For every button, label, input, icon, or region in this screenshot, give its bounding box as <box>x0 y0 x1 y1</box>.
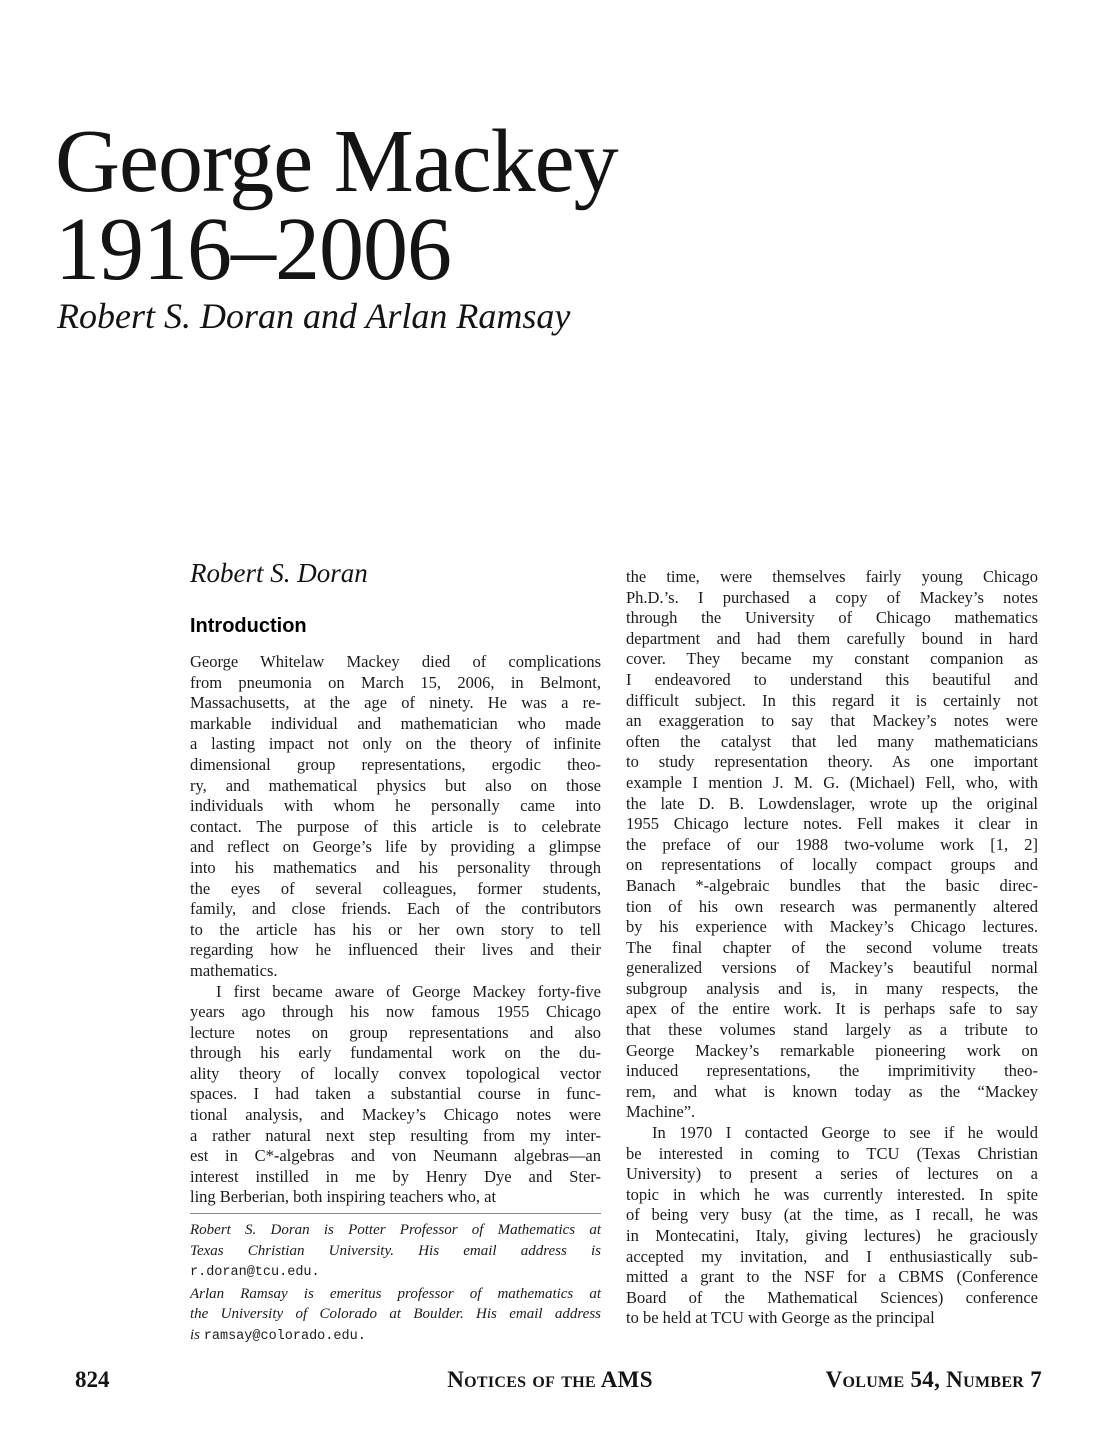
text-line: be interested in coming to TCU (Texas Christian <box>626 1143 1038 1163</box>
text-line: that these volumes stand largely as a tribute to <box>626 1020 1038 1040</box>
text-line: through his early fundamental work on the du- <box>190 1043 601 1063</box>
text-line: in Montecatini, Italy, giving lectures) he graciously <box>626 1226 1038 1245</box>
author-footnote <box>190 1213 601 1347</box>
text-line: cover. They became my constant companion as <box>626 649 1038 669</box>
left-column-text <box>190 652 601 1208</box>
paragraph <box>190 982 601 1209</box>
email-address: r.doran@tcu.edu. <box>190 1265 320 1281</box>
volume-number: Volume 54, Number 7 <box>825 1367 1042 1392</box>
text-line: mitted a grant to the NSF for a CBMS (Conference <box>626 1267 1038 1287</box>
text-line: individuals with whom he personally came into <box>190 796 601 816</box>
footnote-line <box>190 1325 601 1348</box>
text-line: Massachusetts, at the age of ninety. He was a re- <box>190 693 601 713</box>
text-line: In 1970 I contacted George to see if he would <box>652 1123 1038 1143</box>
text-line: I first became aware of George Mackey forty-five <box>216 981 601 1001</box>
right-column-text <box>626 567 1038 1329</box>
text-line: lecture notes on group representations and also <box>190 1022 601 1042</box>
text-line: to be held at TCU with George as the principal <box>626 1308 935 1328</box>
text-line: on representations of locally compact groups and <box>626 855 1038 875</box>
text-line: induced representations, the imprimitivity theo- <box>626 1061 1038 1081</box>
text-line: difficult subject. In this regard it is certainly not <box>626 690 1038 710</box>
footnote-line <box>190 1241 601 1262</box>
footnote-line <box>190 1284 601 1305</box>
article-title <box>55 112 618 299</box>
text-line: spaces. I had taken a substantial course in func- <box>190 1084 601 1104</box>
footnote-segment: is <box>190 1326 204 1343</box>
text-line: family, and close friends. Each of the contributors <box>190 899 601 919</box>
text-line: interest instilled in me by Henry Dye and Ster- <box>190 1166 601 1186</box>
footnote-divider <box>190 1213 601 1214</box>
text-line: years ago through his now famous 1955 Chicago <box>190 1002 601 1022</box>
text-line: the late D. B. Lowdenslager, wrote up the original <box>626 793 1038 813</box>
text-line: est in C*-algebras and von Neumann algebras—an <box>190 1146 601 1166</box>
text-line: regarding how he influenced their lives and their <box>190 940 601 960</box>
text-line: accepted my invitation, and I enthusiastically sub- <box>626 1246 1038 1266</box>
article-title-line-1: George Mackey <box>55 112 618 211</box>
author-section-heading: Robert S. Doran <box>190 558 368 588</box>
text-line: George Whitelaw Mackey died of complications <box>190 652 601 671</box>
text-line: Banach *-algebraic bundles that the basic direc- <box>626 875 1038 895</box>
email-address: ramsay@colorado.edu. <box>203 1328 366 1344</box>
footnote-segment: the University of Colorado at Boulder. His email address <box>190 1306 601 1323</box>
text-line: Ph.D.’s. I purchased a copy of Mackey’s notes <box>626 587 1038 607</box>
text-line: ling Berberian, both inspiring teachers who, at <box>190 1187 497 1207</box>
footnote-segment: Texas Christian University. His email address is <box>190 1242 601 1259</box>
text-line: tion of his own research was permanently altered <box>626 896 1038 916</box>
text-line: an exaggeration to say that Mackey’s notes were <box>626 711 1038 731</box>
text-line: a rather natural next step resulting from my inter- <box>190 1125 601 1145</box>
paragraph <box>626 1123 1038 1329</box>
left-column <box>190 556 601 1347</box>
text-line: generalized versions of Mackey’s beautiful normal <box>626 958 1038 978</box>
footnote-line <box>190 1304 601 1325</box>
text-line: University) to present a series of lectures on a <box>626 1164 1038 1184</box>
footnote-segment: Robert S. Doran is Potter Professor of Mathematics at <box>190 1222 601 1239</box>
text-line: Board of the Mathematical Sciences) conference <box>626 1287 1038 1307</box>
introduction-heading: Introduction <box>190 615 307 637</box>
text-line: Machine”. <box>626 1102 696 1122</box>
paragraph <box>190 652 601 982</box>
text-line: The final chapter of the second volume treats <box>626 937 1038 957</box>
footnote-line <box>190 1261 601 1284</box>
text-line: department and had them carefully bound in hard <box>626 628 1038 648</box>
text-line: topic in which he was currently interested. In spite <box>626 1184 1038 1204</box>
text-line: tional analysis, and Mackey’s Chicago notes were <box>190 1105 601 1125</box>
footnote-text <box>190 1220 601 1347</box>
text-line: contact. The purpose of this article is to celebrate <box>190 816 601 836</box>
text-line: from pneumonia on March 15, 2006, in Belmont, <box>190 672 601 692</box>
text-line: to study representation theory. As one important <box>626 752 1038 772</box>
text-line: I endeavored to understand this beautiful and <box>626 669 1038 689</box>
text-line: the preface of our 1988 two-volume work [1, 2] <box>626 834 1038 854</box>
paragraph <box>626 567 1038 1123</box>
text-line: into his mathematics and his personality through <box>190 857 601 877</box>
article-title-line-2: 1916–2006 <box>55 200 451 299</box>
text-line: and reflect on George’s life by providing a glimpse <box>190 837 601 857</box>
text-line: mathematics. <box>190 960 278 980</box>
text-line: a lasting impact not only on the theory of infinite <box>190 734 601 754</box>
page-number: 824 <box>75 1367 110 1392</box>
text-line: ality theory of locally convex topological vector <box>190 1063 601 1083</box>
text-line: to the article has his or her own story to tell <box>190 919 601 939</box>
text-line: often the catalyst that led many mathematicians <box>626 731 1038 751</box>
two-column-body <box>190 556 1038 1347</box>
text-line: subgroup analysis and is, in many respects, the <box>626 978 1038 998</box>
text-line: by his experience with Mackey’s Chicago lectures. <box>626 917 1038 937</box>
text-line: markable individual and mathematician who made <box>190 713 601 733</box>
text-line: of being very busy (at the time, as I recall, he was <box>626 1205 1038 1225</box>
footnote-line <box>190 1220 601 1241</box>
text-line: dimensional group representations, ergodic theo- <box>190 754 601 774</box>
byline: Robert S. Doran and Arlan Ramsay <box>57 296 571 336</box>
right-column <box>626 556 1038 1347</box>
text-line: the time, were themselves fairly young Chicago <box>626 567 1038 586</box>
footnote-segment: Arlan Ramsay is emeritus professor of mathematics at <box>190 1285 601 1302</box>
journal-running-title: Notices of the AMS <box>447 1367 653 1392</box>
page-footer <box>0 1367 1100 1393</box>
text-line: George Mackey’s remarkable pioneering work on <box>626 1040 1038 1060</box>
text-line: rem, and what is known today as the “Mackey <box>626 1081 1038 1101</box>
text-line: through the University of Chicago mathematics <box>626 608 1038 628</box>
text-line: the eyes of several colleagues, former students, <box>190 878 601 898</box>
text-line: apex of the entire work. It is perhaps safe to say <box>626 999 1038 1019</box>
text-line: example I mention J. M. G. (Michael) Fell, who, with <box>626 772 1038 792</box>
text-line: ry, and mathematical physics but also on those <box>190 775 601 795</box>
text-line: 1955 Chicago lecture notes. Fell makes it clear in <box>626 814 1038 834</box>
